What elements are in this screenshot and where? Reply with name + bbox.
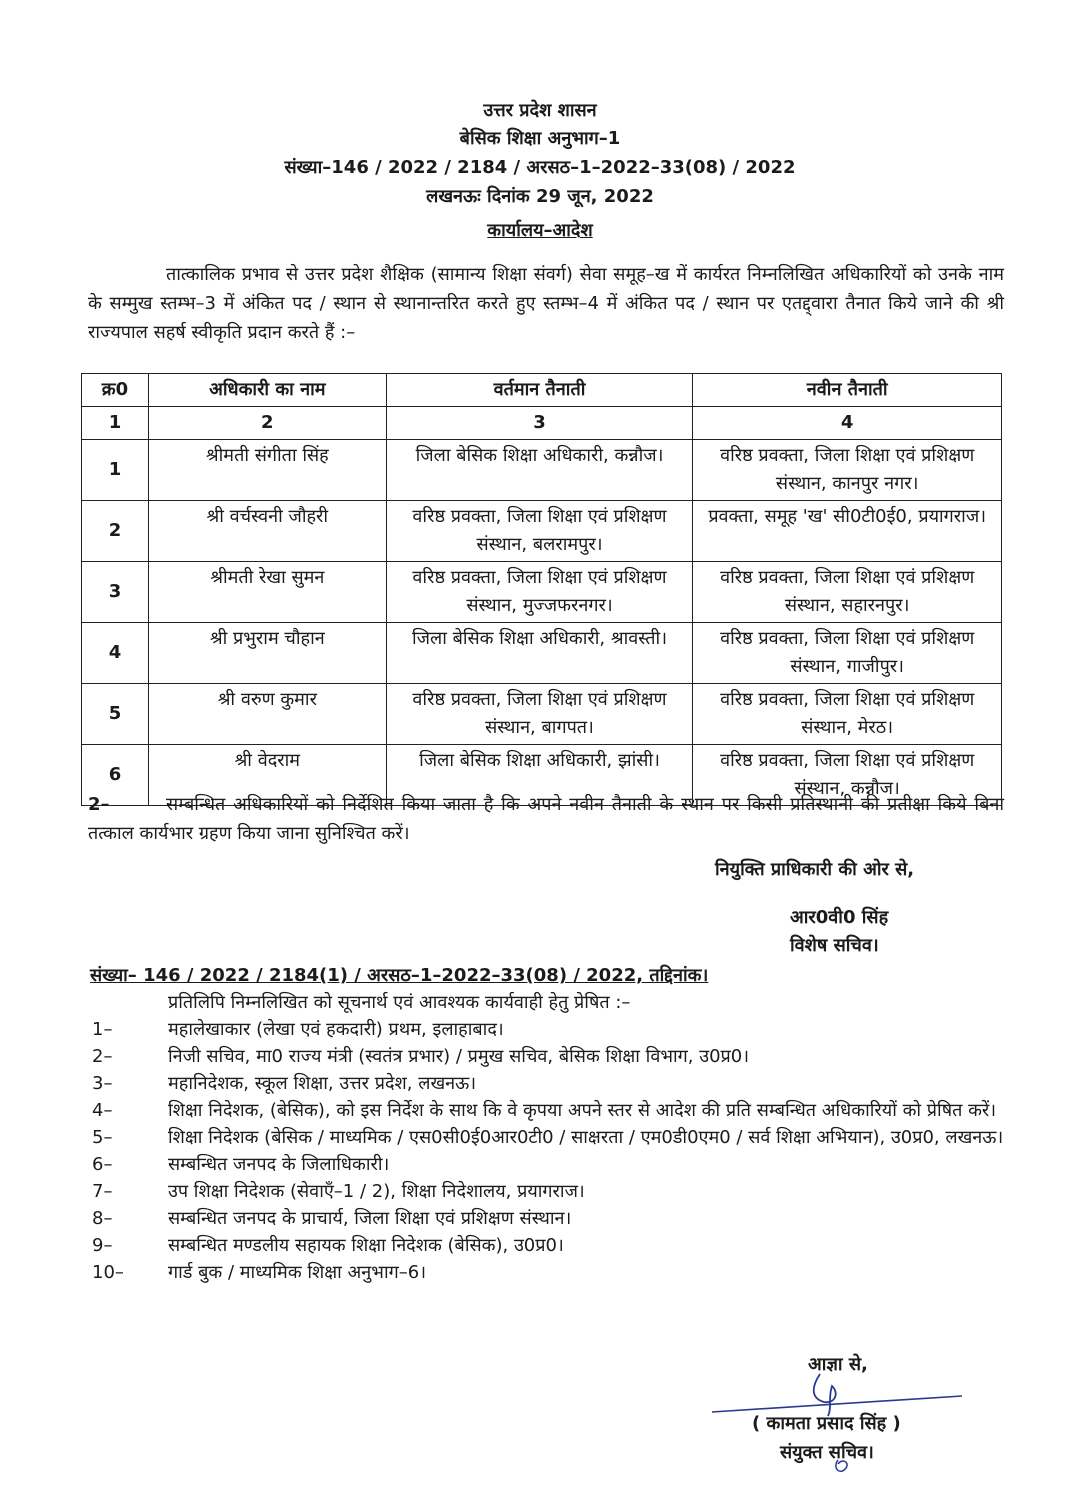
govt-heading: उत्तर प्रदेश शासन (483, 100, 597, 121)
column-number: 2 (148, 407, 386, 440)
col-header-new: नवीन तैनाती (693, 374, 1002, 407)
list-item-text: उप शिक्षा निदेशक (सेवाएँ–1 / 2), शिक्षा निदेशालय, प्रयागराज। (168, 1181, 585, 1202)
transfer-table (81, 373, 1002, 806)
list-item-text: सम्बन्धित मण्डलीय सहायक शिक्षा निदेशक (बेसिक), उ0प्र0। (168, 1235, 564, 1256)
list-item-text: सम्बन्धित जनपद के जिलाधिकारी। (168, 1154, 390, 1175)
by-order-line: आज्ञा से, (808, 1354, 868, 1375)
copy-intro: प्रतिलिपि निम्नलिखित को सूचनार्थ एवं आवश्यक कार्यवाही हेतु प्रेषित :– (168, 992, 631, 1013)
list-item (92, 1205, 1004, 1232)
row-sno: 4 (82, 623, 149, 684)
row-new-posting: वरिष्ठ प्रवक्ता, जिला शिक्षा एवं प्रशिक्षण संस्थान, कन्नौज। (693, 745, 1002, 806)
row-name: श्री वेदराम (148, 745, 386, 806)
list-item-number: 6– (92, 1154, 113, 1175)
paragraph-2-number: 2– (88, 794, 110, 815)
section-heading: बेसिक शिक्षा अनुभाग–1 (459, 128, 621, 149)
list-item (92, 1178, 1004, 1205)
row-name: श्री प्रभुराम चौहान (148, 623, 386, 684)
list-item-number: 10– (92, 1262, 124, 1283)
copy-reference-number: संख्या– 146 / 2022 / 2184(1) / अरसठ–1–2022–33(08) / 2022, तद्दिनांक। (90, 965, 709, 986)
row-current-posting: जिला बेसिक शिक्षा अधिकारी, श्रावस्ती। (386, 623, 693, 684)
list-item (92, 1016, 1004, 1043)
row-current-posting: जिला बेसिक शिक्षा अधिकारी, कन्नौज। (386, 440, 693, 501)
list-item-number: 7– (92, 1181, 113, 1202)
list-item (92, 1070, 1004, 1097)
row-name: श्रीमती संगीता सिंह (148, 440, 386, 501)
row-current-posting: जिला बेसिक शिक्षा अधिकारी, झांसी। (386, 745, 693, 806)
list-item-number: 1– (92, 1019, 113, 1040)
list-item (92, 1043, 1004, 1070)
list-item (92, 1097, 1004, 1124)
list-item-text: सम्बन्धित जनपद के प्राचार्य, जिला शिक्षा एवं प्रशिक्षण संस्थान। (168, 1208, 572, 1229)
col-header-name: अधिकारी का नाम (148, 374, 386, 407)
list-item-number: 4– (92, 1100, 113, 1121)
table-row (82, 440, 1002, 501)
row-new-posting: वरिष्ठ प्रवक्ता, जिला शिक्षा एवं प्रशिक्षण संस्थान, मेरठ। (693, 684, 1002, 745)
list-item (92, 1259, 1004, 1286)
column-number: 3 (386, 407, 693, 440)
list-item (92, 1232, 1004, 1259)
row-current-posting: वरिष्ठ प्रवक्ता, जिला शिक्षा एवं प्रशिक्षण संस्थान, बलरामपुर। (386, 501, 693, 562)
column-number: 4 (693, 407, 1002, 440)
table-row (82, 562, 1002, 623)
row-new-posting: वरिष्ठ प्रवक्ता, जिला शिक्षा एवं प्रशिक्षण संस्थान, सहारनपुर। (693, 562, 1002, 623)
order-title: कार्यालय–आदेश (487, 220, 593, 241)
list-item-text: शिक्षा निदेशक, (बेसिक), को इस निर्देश के साथ कि वे कृपया अपने स्तर से आदेश की प्रति सम्बन्धित अधिकारियों को प्रेषित करें। (168, 1100, 997, 1121)
joint-secretary-designation: संयुक्त सचिव। (780, 1442, 874, 1463)
col-header-sno: क्र0 (82, 374, 149, 407)
list-item-text: शिक्षा निदेशक (बेसिक / माध्यमिक / एस0सी0ई0आर0टी0 / साक्षरता / एम0डी0एम0 / सर्व शिक्षा अभियान), उ0प्र0, लखनऊ। (168, 1127, 1004, 1148)
list-item-text: महालेखाकार (लेखा एवं हकदारी) प्रथम, इलाहाबाद। (168, 1019, 504, 1040)
date-line: लखनऊः दिनांक 29 जून, 2022 (426, 186, 654, 207)
list-item (92, 1151, 1004, 1178)
row-name: श्री वर्चस्वनी जौहरी (148, 501, 386, 562)
row-new-posting: वरिष्ठ प्रवक्ता, जिला शिक्षा एवं प्रशिक्षण संस्थान, कानपुर नगर। (693, 440, 1002, 501)
table-row (82, 623, 1002, 684)
signatory-name: आर0वी0 सिंह (790, 907, 889, 928)
joint-secretary-name: ( कामता प्रसाद सिंह ) (752, 1413, 901, 1434)
copy-list (92, 1016, 1004, 1286)
row-new-posting: प्रवक्ता, समूह 'ख' सी0टी0ई0, प्रयागराज। (693, 501, 1002, 562)
list-item-number: 8– (92, 1208, 113, 1229)
table-row (82, 684, 1002, 745)
row-sno: 2 (82, 501, 149, 562)
list-item-text: गार्ड बुक / माध्यमिक शिक्षा अनुभाग–6। (168, 1262, 427, 1283)
row-current-posting: वरिष्ठ प्रवक्ता, जिला शिक्षा एवं प्रशिक्षण संस्थान, मुज्जफरनगर। (386, 562, 693, 623)
list-item-number: 9– (92, 1235, 113, 1256)
table-row (82, 501, 1002, 562)
list-item-number: 2– (92, 1046, 113, 1067)
table-header-row (82, 374, 1002, 407)
authority-line: नियुक्ति प्राधिकारी की ओर से, (715, 859, 915, 880)
paragraph-2 (88, 790, 1004, 848)
column-number-row (82, 407, 1002, 440)
column-number: 1 (82, 407, 149, 440)
row-name: श्रीमती रेखा सुमन (148, 562, 386, 623)
list-item-number: 3– (92, 1073, 113, 1094)
reference-number: संख्या–146 / 2022 / 2184 / अरसठ–1–2022–33(08) / 2022 (284, 157, 796, 178)
intro-paragraph: तात्कालिक प्रभाव से उत्तर प्रदेश शैक्षिक (सामान्य शिक्षा संवर्ग) सेवा समूह–ख में कार्यरत निम्नलिखित अधिकारियों को उनके नाम के सम्मुख स्तम्भ–3 में अंकित पद / स्थान से स्थानान्तरित करते हुए स्तम्भ–4 में अंकित पद / स्थान पर एतद्द्वारा तैनात किये जाने की श्री राज्यपाल सहर्ष स्वीकृति प्रदान करते हैं :– (88, 264, 1004, 343)
row-current-posting: वरिष्ठ प्रवक्ता, जिला शिक्षा एवं प्रशिक्षण संस्थान, बागपत। (386, 684, 693, 745)
row-sno: 1 (82, 440, 149, 501)
signatory-designation: विशेष सचिव। (790, 935, 879, 956)
list-item-text: निजी सचिव, मा0 राज्य मंत्री (स्वतंत्र प्रभार) / प्रमुख सचिव, बेसिक शिक्षा विभाग, उ0प्र0। (168, 1046, 750, 1067)
row-name: श्री वरुण कुमार (148, 684, 386, 745)
list-item-text: महानिदेशक, स्कूल शिक्षा, उत्तर प्रदेश, लखनऊ। (168, 1073, 477, 1094)
row-sno: 6 (82, 745, 149, 806)
list-item-number: 5– (92, 1127, 113, 1148)
col-header-current: वर्तमान तैनाती (386, 374, 693, 407)
row-sno: 3 (82, 562, 149, 623)
list-item (92, 1124, 1004, 1151)
row-sno: 5 (82, 684, 149, 745)
row-new-posting: वरिष्ठ प्रवक्ता, जिला शिक्षा एवं प्रशिक्षण संस्थान, गाजीपुर। (693, 623, 1002, 684)
paragraph-2-text: सम्बन्धित अधिकारियों को निर्देशित किया जाता है कि अपने नवीन तैनाती के स्थान पर किसी प्रतिस्थानी की प्रतीक्षा किये बिना तत्काल कार्यभार ग्रहण किया जाना सुनिश्चित करें। (88, 794, 1004, 844)
